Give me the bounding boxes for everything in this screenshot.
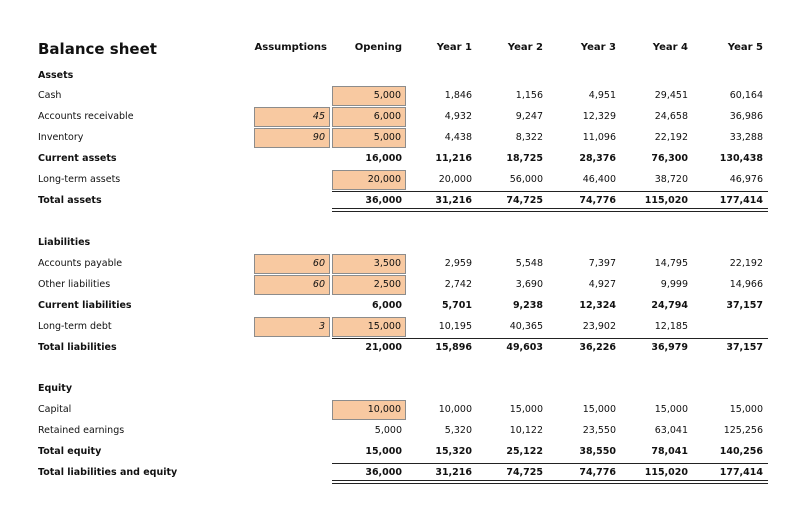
- year-2-value-accounts-receivable: 9,247: [515, 111, 543, 122]
- year-5-value-current-liabilities: 37,157: [726, 300, 763, 311]
- column-header-opening: Opening: [354, 42, 402, 53]
- row-label-long-term-debt: Long-term debt: [38, 321, 112, 332]
- year-1-value-long-term-debt: 10,195: [438, 321, 472, 332]
- opening-value-total-assets: 36,000: [365, 195, 402, 206]
- opening-value: 3,500: [373, 258, 401, 269]
- year-2-value-inventory: 8,322: [515, 132, 543, 143]
- year-3-value-accounts-payable: 7,397: [588, 258, 616, 269]
- assumption-input-long-term-debt[interactable]: [254, 317, 330, 337]
- column-header-year-4: Year 4: [652, 42, 688, 53]
- year-4-value-inventory: 22,192: [654, 132, 688, 143]
- year-3-value-cash: 4,951: [588, 90, 616, 101]
- row-label-accounts-receivable: Accounts receivable: [38, 111, 134, 122]
- year-1-value-cash: 1,846: [444, 90, 472, 101]
- opening-input-capital[interactable]: [332, 400, 406, 420]
- rule-below-total-liabilities-equity-2: [332, 483, 768, 484]
- year-2-value-total-assets: 74,725: [506, 195, 543, 206]
- year-1-value-total-assets: 31,216: [435, 195, 472, 206]
- year-1-value-total-liabilities: 15,896: [435, 342, 472, 353]
- opening-value: 15,000: [367, 321, 401, 332]
- year-5-value-accounts-receivable: 36,986: [729, 111, 763, 122]
- year-5-value-retained-earnings: 125,256: [723, 425, 763, 436]
- year-4-value-total-liabilities-and-equity: 115,020: [644, 467, 688, 478]
- year-5-value-accounts-payable: 22,192: [729, 258, 763, 269]
- section-heading-liabilities: Liabilities: [38, 237, 91, 248]
- rule-above-total-liabilities-equity: [332, 463, 768, 464]
- assumption-value: 60: [312, 279, 325, 290]
- section-heading-assets: Assets: [38, 70, 74, 81]
- year-2-value-current-assets: 18,725: [506, 153, 543, 164]
- row-label-total-assets: Total assets: [38, 195, 102, 206]
- opening-value: 2,500: [373, 279, 401, 290]
- opening-input-accounts-receivable[interactable]: [332, 107, 406, 127]
- opening-value: 5,000: [373, 132, 401, 143]
- opening-value-retained-earnings: 5,000: [374, 425, 402, 436]
- column-header-year-3: Year 3: [580, 42, 616, 53]
- opening-value: 20,000: [367, 174, 401, 185]
- year-5-value-long-term-assets: 46,976: [729, 174, 763, 185]
- year-2-value-total-liabilities: 49,603: [506, 342, 543, 353]
- year-2-value-capital: 15,000: [509, 404, 543, 415]
- year-3-value-inventory: 11,096: [582, 132, 616, 143]
- column-header-year-2: Year 2: [507, 42, 543, 53]
- year-5-value-capital: 15,000: [729, 404, 763, 415]
- year-2-value-other-liabilities: 3,690: [515, 279, 543, 290]
- opening-input-inventory[interactable]: [332, 128, 406, 148]
- year-1-value-retained-earnings: 5,320: [444, 425, 472, 436]
- year-3-value-current-liabilities: 12,324: [579, 300, 616, 311]
- assumption-input-other-liabilities[interactable]: [254, 275, 330, 295]
- year-5-value-other-liabilities: 14,966: [729, 279, 763, 290]
- assumption-value: 45: [312, 111, 325, 122]
- row-label-inventory: Inventory: [38, 132, 84, 143]
- year-2-value-current-liabilities: 9,238: [512, 300, 543, 311]
- year-2-value-long-term-assets: 56,000: [509, 174, 543, 185]
- rule-below-total-assets-1: [332, 208, 768, 209]
- year-4-value-cash: 29,451: [654, 90, 688, 101]
- year-3-value-long-term-assets: 46,400: [582, 174, 616, 185]
- year-5-value-total-liabilities-and-equity: 177,414: [719, 467, 763, 478]
- year-3-value-current-assets: 28,376: [579, 153, 616, 164]
- year-4-value-other-liabilities: 9,999: [660, 279, 688, 290]
- row-label-capital: Capital: [38, 404, 72, 415]
- assumption-value: 3: [318, 321, 325, 332]
- year-4-value-accounts-receivable: 24,658: [654, 111, 688, 122]
- year-3-value-accounts-receivable: 12,329: [582, 111, 616, 122]
- year-2-value-cash: 1,156: [515, 90, 543, 101]
- year-5-value-current-assets: 130,438: [719, 153, 763, 164]
- opening-value: 6,000: [373, 111, 401, 122]
- row-label-total-liabilities: Total liabilities: [38, 342, 117, 353]
- year-4-value-total-assets: 115,020: [644, 195, 688, 206]
- assumption-input-accounts-payable[interactable]: [254, 254, 330, 274]
- year-5-value-inventory: 33,288: [729, 132, 763, 143]
- year-2-value-retained-earnings: 10,122: [509, 425, 543, 436]
- section-heading-equity: Equity: [38, 383, 73, 394]
- row-label-current-assets: Current assets: [38, 153, 117, 164]
- opening-value-total-equity: 15,000: [365, 446, 402, 457]
- year-3-value-capital: 15,000: [582, 404, 616, 415]
- opening-input-accounts-payable[interactable]: [332, 254, 406, 274]
- row-label-other-liabilities: Other liabilities: [38, 279, 111, 290]
- column-header-year-5: Year 5: [727, 42, 763, 53]
- year-4-value-capital: 15,000: [654, 404, 688, 415]
- assumption-value: 90: [312, 132, 325, 143]
- row-label-total-equity: Total equity: [38, 446, 102, 457]
- year-1-value-total-equity: 15,320: [435, 446, 472, 457]
- year-1-value-accounts-payable: 2,959: [444, 258, 472, 269]
- row-label-cash: Cash: [38, 90, 62, 101]
- year-5-value-total-equity: 140,256: [719, 446, 763, 457]
- year-4-value-long-term-debt: 12,185: [654, 321, 688, 332]
- row-label-accounts-payable: Accounts payable: [38, 258, 123, 269]
- opening-input-long-term-debt[interactable]: [332, 317, 406, 337]
- opening-value: 10,000: [367, 404, 401, 415]
- year-2-value-accounts-payable: 5,548: [515, 258, 543, 269]
- year-4-value-current-assets: 76,300: [651, 153, 688, 164]
- opening-input-cash[interactable]: [332, 86, 406, 106]
- column-header-assumptions: Assumptions: [254, 42, 327, 53]
- year-5-value-total-assets: 177,414: [719, 195, 763, 206]
- year-3-value-total-liabilities: 36,226: [579, 342, 616, 353]
- year-4-value-accounts-payable: 14,795: [654, 258, 688, 269]
- year-3-value-total-equity: 38,550: [579, 446, 616, 457]
- year-1-value-inventory: 4,438: [444, 132, 472, 143]
- year-1-value-total-liabilities-and-equity: 31,216: [435, 467, 472, 478]
- assumption-value: 60: [312, 258, 325, 269]
- year-4-value-retained-earnings: 63,041: [654, 425, 688, 436]
- opening-input-long-term-assets[interactable]: [332, 170, 406, 190]
- rule-above-total-liabilities: [332, 338, 768, 339]
- year-4-value-current-liabilities: 24,794: [651, 300, 688, 311]
- row-label-total-liabilities-and-equity: Total liabilities and equity: [38, 467, 178, 478]
- year-1-value-other-liabilities: 2,742: [444, 279, 472, 290]
- sheet-title: Balance sheet: [38, 40, 157, 58]
- opening-value-total-liabilities: 21,000: [365, 342, 402, 353]
- year-1-value-current-liabilities: 5,701: [441, 300, 472, 311]
- year-3-value-other-liabilities: 4,927: [588, 279, 616, 290]
- year-1-value-current-assets: 11,216: [435, 153, 472, 164]
- year-4-value-total-liabilities: 36,979: [651, 342, 688, 353]
- year-5-value-cash: 60,164: [729, 90, 763, 101]
- assumption-input-accounts-receivable[interactable]: [254, 107, 330, 127]
- year-1-value-accounts-receivable: 4,932: [444, 111, 472, 122]
- year-2-value-long-term-debt: 40,365: [509, 321, 543, 332]
- year-5-value-total-liabilities: 37,157: [726, 342, 763, 353]
- assumption-input-inventory[interactable]: [254, 128, 330, 148]
- year-3-value-long-term-debt: 23,902: [582, 321, 616, 332]
- year-1-value-capital: 10,000: [438, 404, 472, 415]
- rule-below-total-assets-2: [332, 211, 768, 212]
- year-3-value-total-assets: 74,776: [579, 195, 616, 206]
- opening-value-total-liabilities-and-equity: 36,000: [365, 467, 402, 478]
- opening-value-current-liabilities: 6,000: [371, 300, 402, 311]
- row-label-current-liabilities: Current liabilities: [38, 300, 132, 311]
- column-header-year-1: Year 1: [436, 42, 472, 53]
- opening-value-current-assets: 16,000: [365, 153, 402, 164]
- year-3-value-total-liabilities-and-equity: 74,776: [579, 467, 616, 478]
- year-1-value-long-term-assets: 20,000: [438, 174, 472, 185]
- year-2-value-total-liabilities-and-equity: 74,725: [506, 467, 543, 478]
- year-2-value-total-equity: 25,122: [506, 446, 543, 457]
- year-4-value-long-term-assets: 38,720: [654, 174, 688, 185]
- row-label-retained-earnings: Retained earnings: [38, 425, 125, 436]
- rule-below-total-liabilities-equity-1: [332, 480, 768, 481]
- year-3-value-retained-earnings: 23,550: [582, 425, 616, 436]
- row-label-long-term-assets: Long-term assets: [38, 174, 121, 185]
- opening-input-other-liabilities[interactable]: [332, 275, 406, 295]
- year-4-value-total-equity: 78,041: [651, 446, 688, 457]
- opening-value: 5,000: [373, 90, 401, 101]
- rule-above-total-assets: [332, 191, 768, 192]
